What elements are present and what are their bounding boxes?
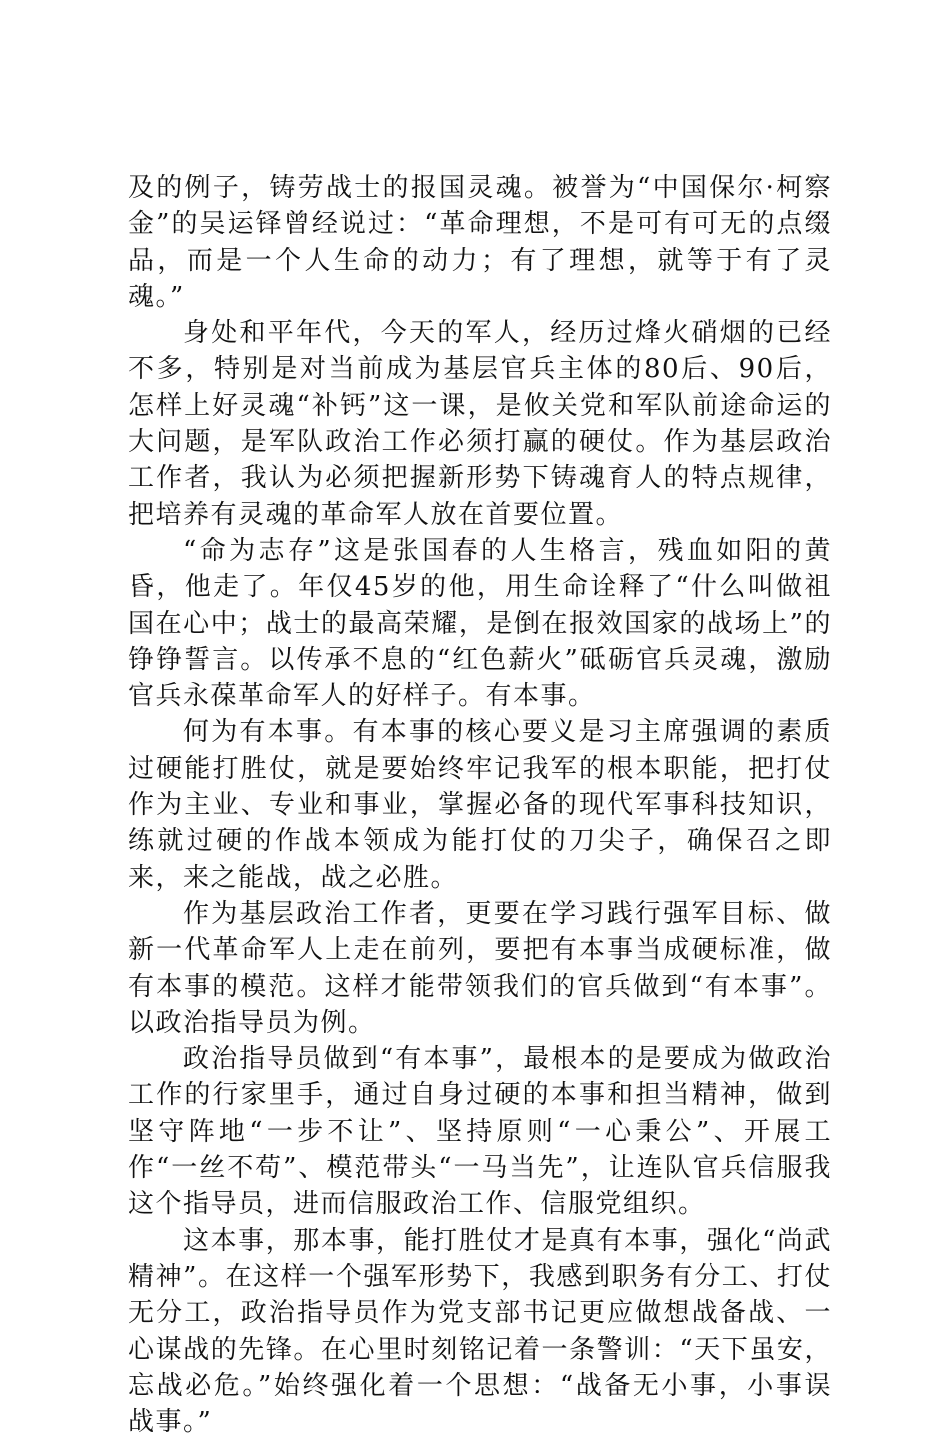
- paragraph-4: 何为有本事。有本事的核心要义是习主席强调的素质过硬能打胜仗，就是要始终牢记我军的根本职能，把打仗作为主业、专业和事业，掌握必备的现代军事科技知识，练就过硬的作战本领成为能打仗的刀尖子，确保召之即来，来之能战，战之必胜。: [128, 717, 832, 893]
- paragraph-5: 作为基层政治工作者，更要在学习践行强军目标、做新一代革命军人上走在前列，要把有本事当成硬标准，做有本事的模范。这样才能带领我们的官兵做到“有本事”。以政治指导员为例。: [128, 898, 832, 1038]
- paragraph-1: 及的例子，铸劳战士的报国灵魂。被誉为“中国保尔·柯察金”的吴运铎曾经说过：“革命理想，不是可有可无的点缀品，而是一个人生命的动力；有了理想，就等于有了灵魂。”: [128, 173, 832, 312]
- paragraph-2: 身处和平年代，今天的军人，经历过烽火硝烟的已经不多，特别是对当前成为基层官兵主体的80后、90后，怎样上好灵魂“补钙”这一课，是攸关党和军队前途命运的大问题，是军队政治工作必须打赢的硬仗。作为基层政治工作者，我认为必须把握新形势下铸魂育人的特点规律，把培养有灵魂的革命军人放在首要位置。: [128, 318, 832, 530]
- paragraph-3: “命为志存”这是张国春的人生格言，残血如阳的黄昏，他走了。年仅45岁的他，用生命诠释了“什么叫做祖国在心中；战士的最高荣耀，是倒在报效国家的战场上”的铮铮誓言。以传承不息的“红色薪火”砥砺官兵灵魂，激励官兵永葆革命军人的好样子。有本事。: [128, 535, 832, 712]
- document-body: [128, 170, 832, 1440]
- paragraph-7: 这本事，那本事，能打胜仗才是真有本事，强化“尚武精神”。在这样一个强军形势下，我感到职务有分工、打仗无分工，政治指导员作为党支部书记更应做想战备战、一心谋战的先锋。在心里时刻铭记着一条警训：“天下虽安，忘战必危。”始终强化着一个思想：“战备无小事，小事误战事。”: [128, 1225, 832, 1438]
- paragraph-6: 政治指导员做到“有本事”，最根本的是要成为做政治工作的行家里手，通过自身过硬的本事和担当精神，做到坚守阵地“一步不让”、坚持原则“一心秉公”、开展工作“一丝不苟”、模范带头“一马当先”，让连队官兵信服我这个指导员，进而信服政治工作、信服党组织。: [128, 1044, 832, 1220]
